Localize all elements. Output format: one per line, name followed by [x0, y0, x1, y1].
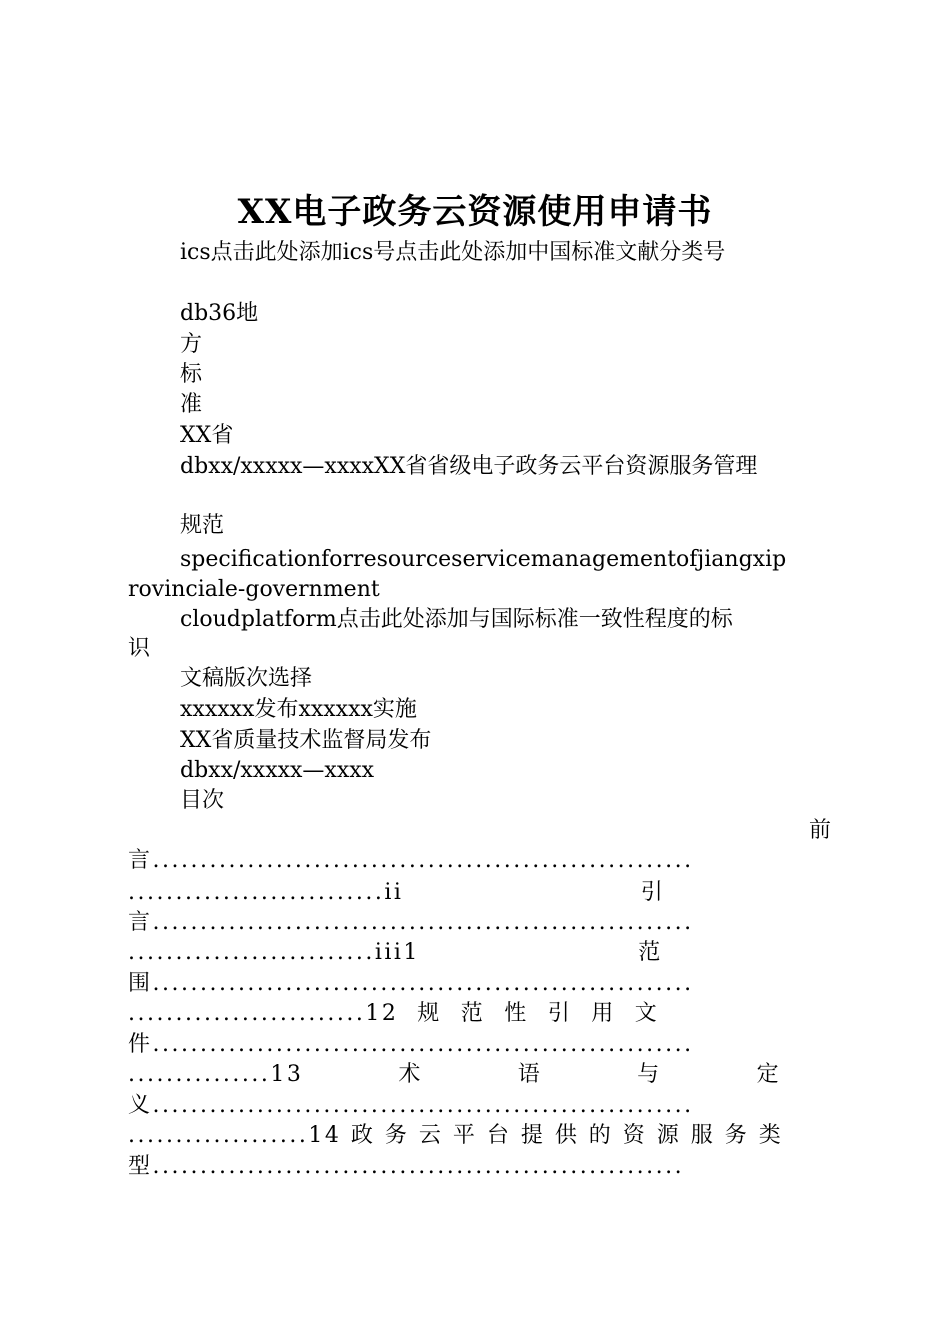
standard-number-line: dbxx/xxxxx—xxxx	[180, 758, 375, 783]
identifier-line: 识	[128, 636, 151, 661]
publisher-line: XX省质量技术监督局发布	[180, 728, 432, 753]
toc-line-3: ...........................ii 引	[128, 880, 666, 905]
biao-line: 标	[180, 362, 203, 387]
toc-line-6: 围.........................................................	[128, 971, 694, 996]
toc-line-7: .........................12 规 范 性 引 用 文	[128, 1001, 660, 1026]
guifan-line: 规范	[180, 513, 225, 538]
toc-line-4: 言.........................................................	[128, 910, 694, 935]
english-title-line-1: specificationforresourceservicemanagementofjiangxip	[180, 547, 787, 572]
db36-line: db36地	[180, 301, 259, 326]
toc-heading: 目次	[180, 788, 225, 813]
cloudplatform-line: cloudplatform点击此处添加与国际标准一致性程度的标	[180, 607, 733, 632]
fang-line: 方	[180, 332, 203, 357]
ics-line: ics点击此处添加ics号点击此处添加中国标准文献分类号	[180, 240, 726, 265]
standard-number-title-line: dbxx/xxxxx—xxxxXX省省级电子政务云平台资源服务管理	[180, 454, 758, 479]
document-title: XX电子政务云资源使用申请书	[237, 192, 713, 232]
draft-version-line: 文稿版次选择	[180, 666, 313, 691]
toc-line-8: 件.........................................................	[128, 1032, 694, 1057]
zhun-line: 准	[180, 392, 203, 417]
toc-line-11: ...................14 政 务 云 平 台 提 供 的 资 源 服 务 类	[128, 1123, 784, 1148]
publish-implement-line: xxxxxx发布xxxxxx实施	[180, 697, 417, 722]
toc-line-2: 言.........................................................	[128, 848, 694, 873]
province-line: XX省	[180, 423, 234, 448]
toc-line-5: ..........................iii1 范	[128, 940, 663, 965]
toc-line-1: 前	[808, 818, 831, 843]
toc-line-12: 型........................................................	[128, 1154, 685, 1179]
english-title-line-2: rovinciale-government	[128, 577, 380, 602]
toc-line-10: 义.........................................................	[128, 1093, 694, 1118]
toc-line-9: ...............13 术 语 与 定	[128, 1062, 782, 1087]
